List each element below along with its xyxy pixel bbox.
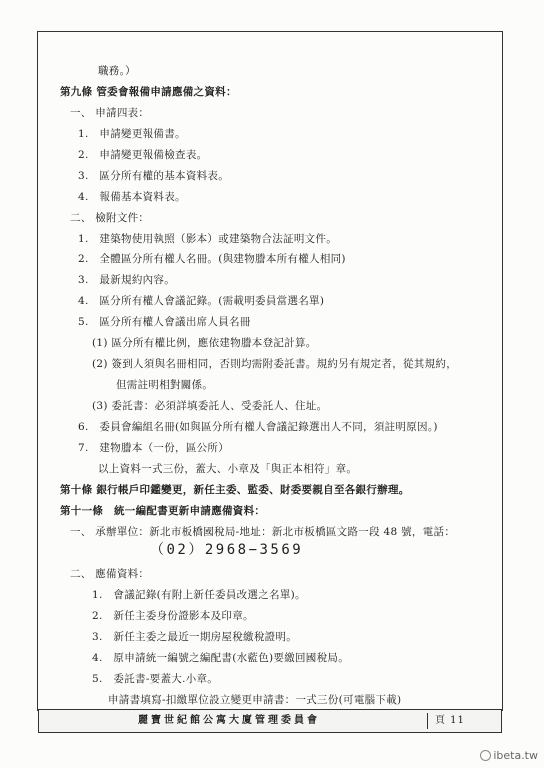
document-line: 第十條 銀行帳戶印鑑變更，新任主委、監委、財委要親自至各銀行辦理。 xyxy=(60,484,410,496)
watermark-text: ibeta.tw xyxy=(493,749,538,762)
document-line: 2. 新任主委身份證影本及印章。 xyxy=(92,610,254,622)
document-line: 3. 區分所有權的基本資料表。 xyxy=(78,170,230,182)
phone-number: （02）2968−3569 xyxy=(150,542,304,558)
document-line: 5. 區分所有權人會議出席人員名冊 xyxy=(78,316,251,328)
document-line: 第九條 管委會報備申請應備之資料： xyxy=(60,86,237,98)
document-line: 二、 檢附文件： xyxy=(70,212,150,224)
page-number: 頁 11 xyxy=(435,715,465,726)
document-line: (3) 委託書：必須詳填委託人、受委託人、住址。 xyxy=(92,400,328,412)
document-line: 6. 委員會編組名冊(如與區分所有權人會議記錄選出人不同，須註明原因。) xyxy=(78,421,438,433)
document-line: 3. 新任主委之最近一期房屋稅繳稅證明。 xyxy=(92,631,298,643)
document-line: 一、 承辦單位：新北市板橋國稅局-地址：新北市板橋區文路一段 48 號，電話： xyxy=(70,526,456,538)
footer-committee-title: 麗寶世紀館公寓大廈管理委員會 xyxy=(138,715,320,726)
document-line: 2. 申請變更報備檢查表。 xyxy=(78,149,208,161)
document-line: 7. 建物謄本（一份，區公所） xyxy=(78,442,230,454)
site-watermark xyxy=(480,749,538,762)
document-line: 1. 申請變更報備書。 xyxy=(78,128,186,140)
document-line: 1. 建築物使用執照（影本）或建築物合法証明文件。 xyxy=(78,233,338,245)
document-line: 4. 報備基本資料表。 xyxy=(78,191,186,203)
document-line: 4. 區分所有權人會議記錄。(需載明委員當選名單) xyxy=(78,295,325,307)
document-line: 以上資料一式三份，蓋大、小章及「與正本相符」章。 xyxy=(98,463,358,475)
watermark-logo-icon xyxy=(480,750,491,761)
footer-divider xyxy=(427,713,428,729)
document-line: (1) 區分所有權比例，應依建物謄本登記計算。 xyxy=(92,337,317,349)
document-line: 第十一條 統一編配書更新申請應備資料： xyxy=(60,505,266,517)
document-line: (2) 簽到人須與名冊相同，否則均需附委託書。規約另有規定者，從其規約， xyxy=(92,358,458,370)
page-footer xyxy=(38,709,502,733)
document-line: 二、 應備資料： xyxy=(70,568,150,580)
document-line: 2. 全體區分所有權人名冊。(與建物謄本所有權人相同) xyxy=(78,253,346,265)
document-line: 5. 委託書-要蓋大.小章。 xyxy=(92,673,219,685)
document-line: 職務。） xyxy=(98,65,136,77)
document-line: 3. 最新規約內容。 xyxy=(78,274,176,286)
document-line: 1. 會議記錄(有附上新任委員改選之名單)。 xyxy=(92,589,306,601)
document-line: 申請書填寫-扣繳單位設立變更申請書：一式三份(可電腦下載) xyxy=(108,694,402,706)
document-line: 一、 申請四表： xyxy=(70,107,150,119)
document-line: 4. 原申請統一編號之編配書(水藍色)要繳回國稅局。 xyxy=(92,652,350,664)
document-line: 但需註明相對關係。 xyxy=(116,379,214,391)
